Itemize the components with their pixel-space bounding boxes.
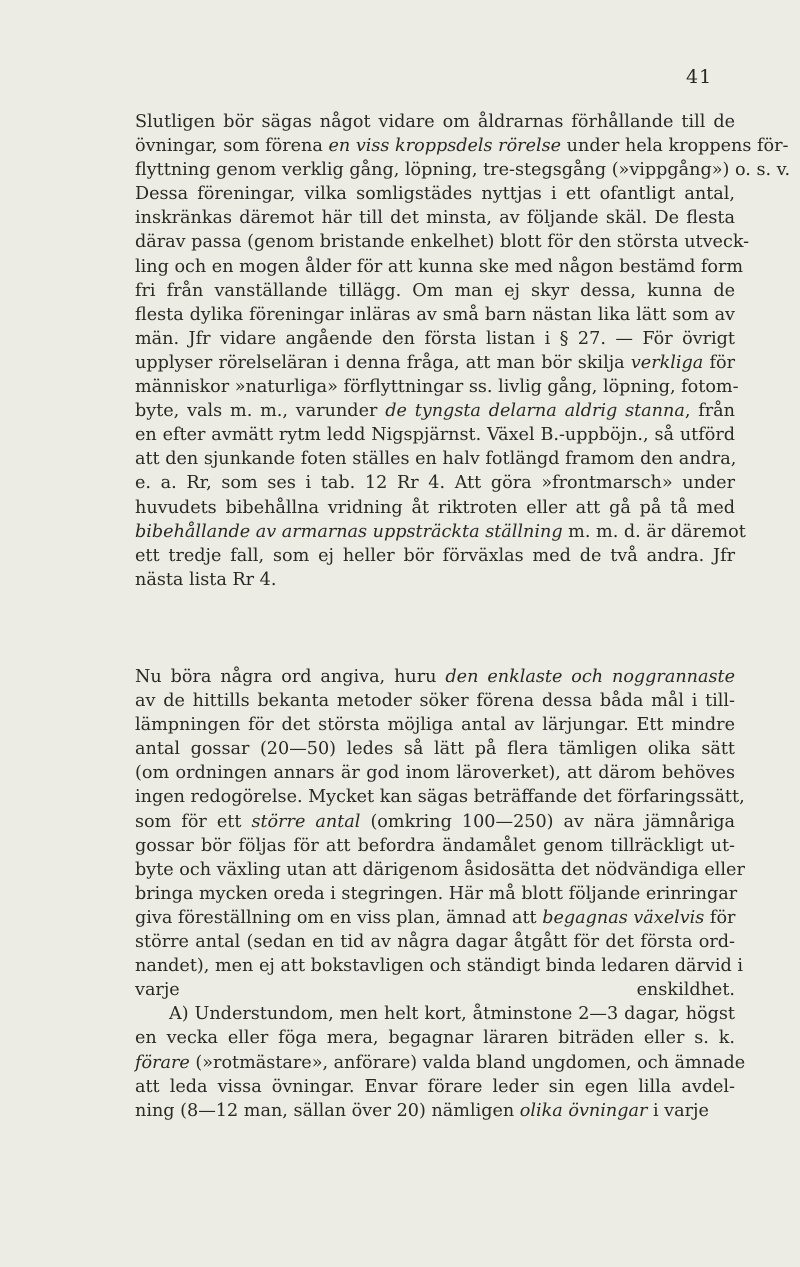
text-run: inskränkas däremot här till det minsta, av följande skäl. De flesta — [135, 208, 735, 229]
text-line — [135, 834, 735, 858]
text-run: upplyser rörelseläran i denna fråga, att man bör skilja — [135, 352, 631, 373]
text-line — [135, 858, 745, 882]
text-run: en efter avmätt rytm ledd Nigspjärnst. Växel B.-uppböjn., så utförd — [135, 425, 735, 446]
text-run: antal gossar (20—50) ledes så lätt på flera tämligen olika sätt — [135, 739, 735, 760]
text-run: fri från vanställande tillägg. Om man ej skyr dessa, kunna de — [135, 280, 735, 301]
text-line — [135, 930, 735, 954]
text-run: , från — [684, 401, 735, 422]
text-line — [135, 785, 745, 809]
text-run: nästa lista Rr 4. — [135, 569, 277, 590]
text-line — [135, 1075, 735, 1099]
text-line — [135, 110, 735, 134]
text-run: ett tredje fall, som ej heller bör förväxlas med de två andra. Jfr — [135, 545, 735, 566]
text-run: i varje — [647, 1100, 709, 1121]
text-line — [135, 399, 735, 423]
text-run: därav passa (genom bristande enkelhet) blott för den största utveck- — [135, 232, 750, 253]
text-line — [135, 375, 739, 399]
paragraph-1 — [135, 110, 791, 592]
text-line — [135, 206, 735, 230]
text-line — [135, 255, 744, 279]
text-run: av de hittills bekanta metoder söker förena dessa båda mål i till- — [135, 691, 735, 712]
text-line — [135, 544, 735, 568]
text-run: giva föreställning om en viss plan, ämnad att — [135, 907, 543, 928]
italic-text: förare — [135, 1052, 190, 1073]
text-line — [135, 158, 791, 182]
text-line — [135, 1051, 746, 1075]
text-line — [135, 689, 735, 713]
text-run: flesta dylika föreningar inläras av små barn nästan lika lätt som av — [135, 304, 735, 325]
paragraph-2 — [135, 665, 746, 1123]
text-line — [135, 568, 735, 592]
text-run: (»rotmästare», anförare) valda bland ungdomen, och ämnade — [189, 1052, 746, 1073]
text-line — [135, 713, 735, 737]
text-run: för — [703, 352, 735, 373]
text-run: nandet), men ej att bokstavligen och ständigt binda ledaren därvid i — [135, 956, 743, 977]
text-run: e. a. Rr, som ses i tab. 12 Rr 4. Att göra »frontmarsch» under — [135, 473, 735, 494]
text-line — [135, 906, 735, 930]
text-run: A) Understundom, men helt kort, åtminstone 2—3 dagar, högst — [169, 1004, 735, 1025]
text-run: som för ett — [135, 811, 252, 832]
text-run: varje enskildhet. — [135, 980, 735, 1001]
text-run: byte och växling utan att därigenom åsidosätta det nödvändiga eller — [135, 859, 745, 880]
text-line — [135, 810, 735, 834]
text-run: (om ordningen annars är god inom läroverket), att därom behöves — [135, 763, 735, 784]
italic-text: begagnas växelvis — [542, 907, 705, 928]
text-line — [135, 447, 735, 471]
text-line — [135, 182, 735, 206]
text-line — [135, 327, 735, 351]
text-run: att leda vissa övningar. Envar förare leder sin egen lilla avdel- — [135, 1076, 735, 1097]
text-line — [135, 279, 735, 303]
text-line — [135, 134, 789, 158]
italic-text: större antal — [251, 811, 361, 832]
text-run: huvudets bibehållna vridning åt riktroten eller att gå på tå med — [135, 497, 735, 518]
text-run: ning (8—12 man, sällan över 20) nämligen — [135, 1100, 520, 1121]
text-line — [135, 520, 746, 544]
text-run: gossar bör följas för att befordra ändamålet genom tillräckligt ut- — [135, 835, 735, 856]
text-run: Nu böra några ord angiva, huru — [135, 667, 446, 687]
text-run: flyttning genom verklig gång, löpning, tre-stegsgång (»vippgång») o. s. v. — [135, 160, 791, 181]
text-line — [135, 665, 735, 689]
italic-text: en viss kroppsdels rörelse — [328, 136, 562, 157]
text-line — [135, 471, 735, 495]
page-number: 41 — [686, 66, 713, 88]
text-run: att den sjunkande foten ställes en halv fotlängd framom den andra, — [135, 449, 737, 470]
text-line — [135, 351, 735, 375]
text-run: under hela kroppens för- — [561, 136, 789, 157]
text-line — [135, 1026, 735, 1050]
text-run: övningar, som förena — [135, 136, 329, 157]
text-line — [135, 1002, 735, 1026]
text-run: (omkring 100—250) av nära jämnåriga — [360, 811, 735, 832]
text-run: för — [704, 907, 736, 928]
text-line — [135, 978, 735, 1002]
text-line — [135, 230, 750, 254]
italic-text: olika övningar — [519, 1100, 648, 1121]
text-run: bringa mycken oreda i stegringen. Här må blott följande erinringar — [135, 883, 738, 904]
text-line — [135, 761, 735, 785]
text-line — [135, 882, 738, 906]
text-run: större antal (sedan en tid av några dagar åtgått för det första ord- — [135, 932, 735, 953]
text-run: ingen redogörelse. Mycket kan sägas beträffande det förfaringssätt, — [135, 787, 745, 808]
italic-text: de tyngsta delarna aldrig stanna — [385, 401, 685, 422]
text-line — [135, 303, 735, 327]
text-run: m. m. d. är däremot — [562, 521, 746, 542]
text-run: Slutligen bör sägas något vidare om åldrarnas förhållande till de — [135, 112, 735, 132]
italic-text: verkliga — [630, 352, 704, 373]
text-line — [135, 737, 735, 761]
text-run: Dessa föreningar, vilka somligstädes nyttjas i ett ofantligt antal, — [135, 184, 735, 205]
text-run: människor »naturliga» förflyttningar ss. livlig gång, löpning, fotom- — [135, 377, 739, 398]
text-line — [135, 423, 735, 447]
italic-text: den enklaste och noggrannaste — [445, 667, 735, 687]
text-run: ling och en mogen ålder för att kunna ske med någon bestämd form — [135, 256, 744, 277]
text-run: män. Jfr vidare angående den första listan i § 27. — För övrigt — [135, 328, 735, 349]
text-run: lämpningen för det största möjliga antal av lärjungar. Ett mindre — [135, 715, 735, 736]
text-line — [135, 1099, 735, 1123]
text-run: byte, vals m. m., varunder — [135, 401, 386, 422]
italic-text: bibehållande av armarnas uppsträckta ställning — [135, 521, 563, 542]
text-line — [135, 496, 735, 520]
text-run: en vecka eller föga mera, begagnar läraren biträden eller s. k. — [135, 1028, 735, 1049]
text-line — [135, 954, 743, 978]
